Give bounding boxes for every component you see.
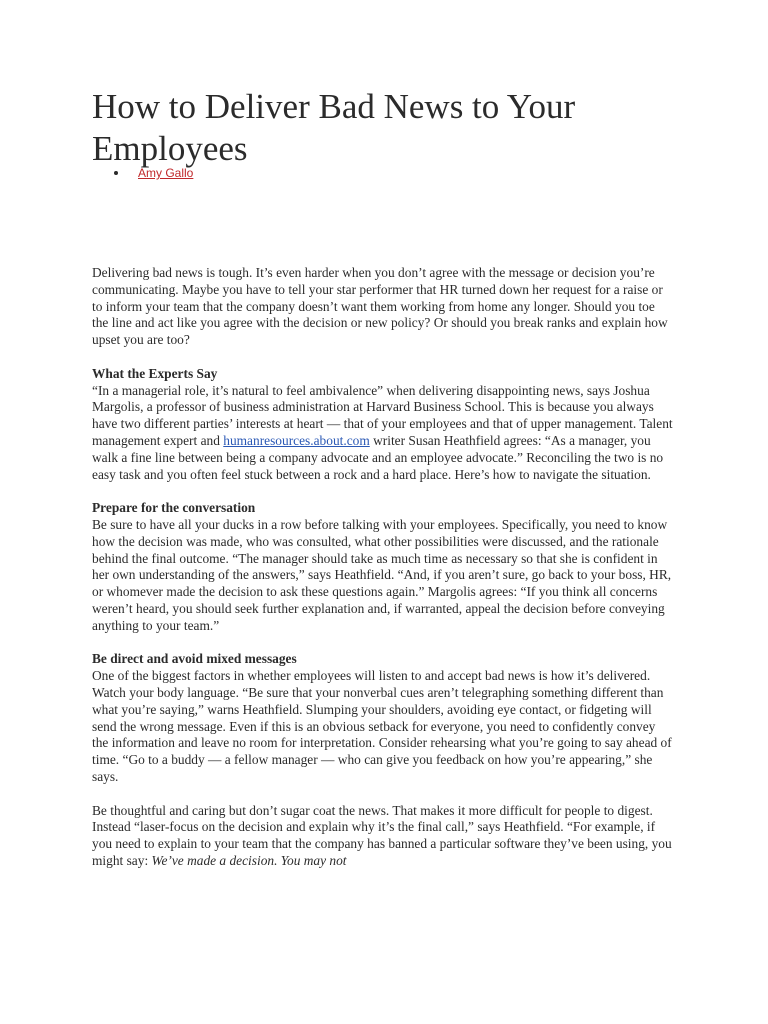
experts-text-start: “In a managerial role, it’s natural to feel ambivalence” when delivering disappointing news, says Joshua Margolis, a professor of business administration at Harvard Business School. This is because you always have two different parties’ interests at heart — that of your employees and that of upper management. Talent management expert and bbox=[92, 382, 673, 448]
experts-paragraph bbox=[92, 383, 674, 484]
intro-paragraph: Delivering bad news is tough. It’s even harder when you don’t agree with the message or decision you’re communicating. Maybe you have to tell your star performer that HR turned down her request for a raise or to inform your team that the company doesn’t want them working from home any longer. Should you toe the line and act like you agree with the decision or new policy? Or should you break ranks and explain how upset you are too? bbox=[92, 265, 668, 348]
humanresources-link[interactable]: humanresources.about.com bbox=[223, 432, 370, 448]
thoughtful-paragraph bbox=[92, 803, 674, 870]
article-body bbox=[92, 265, 674, 870]
experts-text-end: writer Susan Heathfield agrees: “As a manager, you walk a fine line between being a company advocate and an employee advocate.” Reconciling the two is no easy task and you often feel stuck between a rock and a hard place. Here’s how to navigate the situation. bbox=[92, 432, 664, 482]
thoughtful-text: Be thoughtful and caring but don’t sugar coat the news. That makes it more difficult for people to digest. Instead “laser-focus on the decision and explain why it’s the final call,” says Heathfield. “For example, if you need to explain to your team that the company has banned a particular software they’ve been using, you might say: bbox=[92, 802, 672, 868]
prepare-paragraph: Be sure to have all your ducks in a row before talking with your employees. Specifically, you need to know how the decision was made, who was consulted, what other possibilities were discussed, and the rationale behind the final outcome. “The manager should take as much time as necessary so that she is confident in her own understanding of the answers,” says Heathfield. “And, if you aren’t sure, go back to your boss, HR, or whomever made the decision to ask these questions again.” Margolis agrees: “If you think all concerns weren’t heard, you should seek further explanation and, if warranted, appeal the decision before conveying anything to your team.” bbox=[92, 516, 672, 633]
article-title: How to Deliver Bad News to Your Employees bbox=[92, 87, 576, 168]
author-list bbox=[92, 164, 193, 182]
section-heading-direct: Be direct and avoid mixed messages bbox=[92, 651, 297, 667]
thoughtful-italic: We’ve made a decision. You may not bbox=[151, 852, 347, 868]
author-link[interactable]: Amy Gallo bbox=[138, 166, 194, 180]
direct-paragraph: One of the biggest factors in whether employees will listen to and accept bad news is how it’s delivered. Watch your body language. “Be sure that your nonverbal cues aren’t telegraphing something different than what you’re saying,” warns Heathfield. Slumping your shoulders, avoiding eye contact, or fidgeting will send the wrong message. Even if this is an obvious setback for everyone, you need to confidently convey the information and leave no room for interpretation. Consider rehearsing what you’re going to say ahead of time. “Go to a buddy — a fellow manager — who can give you feedback on how you’re appearing,” she says. bbox=[92, 668, 672, 784]
bullet-icon bbox=[114, 171, 118, 175]
author-list-item bbox=[92, 164, 193, 182]
section-heading-prepare: Prepare for the conversation bbox=[92, 500, 256, 516]
section-heading-experts: What the Experts Say bbox=[92, 365, 218, 381]
